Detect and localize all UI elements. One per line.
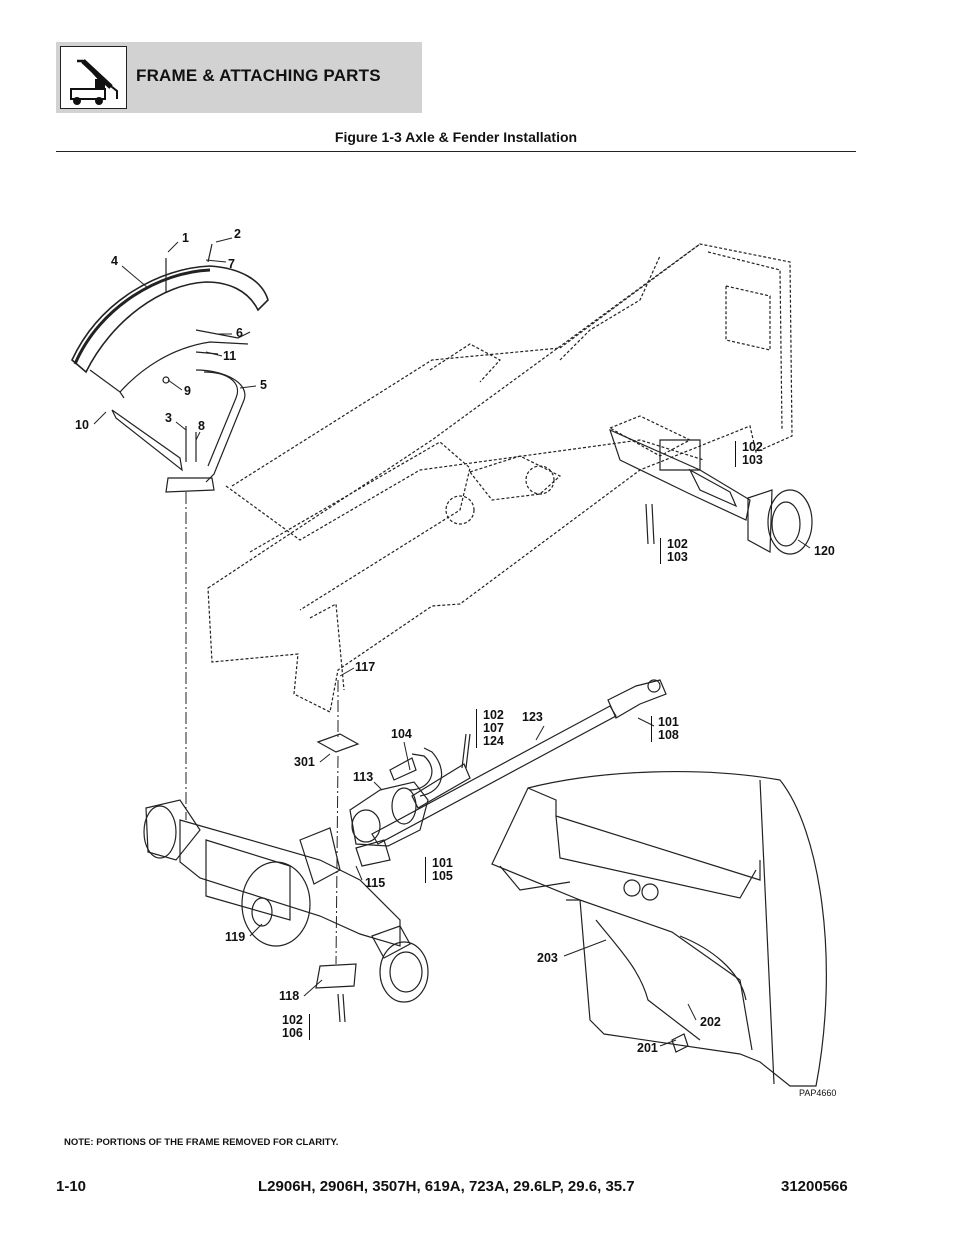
callout-stack-item: 106 <box>282 1026 303 1040</box>
fender-part <box>72 244 268 398</box>
drawing-number: PAP4660 <box>799 1088 837 1098</box>
document-number: 31200566 <box>781 1178 848 1195</box>
callout-5: 5 <box>260 378 267 392</box>
fender-mount-part <box>492 772 826 1086</box>
figure-title: Figure 1-3 Axle & Fender Installation <box>334 129 578 145</box>
callout-stack-101-105 <box>425 857 453 883</box>
callout-6: 6 <box>236 326 243 340</box>
fender-bracket-part <box>112 370 245 492</box>
callout-123: 123 <box>522 710 543 724</box>
callout-118: 118 <box>279 989 300 1003</box>
callout-8: 8 <box>198 419 205 433</box>
callout-10: 10 <box>75 418 89 432</box>
callout-203: 203 <box>537 951 558 965</box>
callout-stack-item: 102 <box>667 537 688 551</box>
callout-stack-item: 102 <box>483 708 504 722</box>
callout-1: 1 <box>182 231 189 245</box>
driveshaft-part <box>372 680 666 844</box>
callout-104: 104 <box>391 727 412 741</box>
callout-stack-102-103-b <box>660 538 688 564</box>
callout-9: 9 <box>184 384 191 398</box>
callout-115: 115 <box>365 876 386 890</box>
model-list: L2906H, 2906H, 3507H, 619A, 723A, 29.6LP, 29.6, 35.7 <box>258 1178 635 1195</box>
callout-120: 120 <box>814 544 835 558</box>
section-title: FRAME & ATTACHING PARTS <box>136 66 381 85</box>
pump-part <box>350 734 470 866</box>
callout-stack-item: 107 <box>483 721 504 735</box>
callout-119: 119 <box>225 930 246 944</box>
callout-11: 11 <box>223 349 237 363</box>
callout-202: 202 <box>700 1015 721 1029</box>
callout-117: 117 <box>355 660 376 674</box>
callout-stack-item: 108 <box>658 728 679 742</box>
callout-stack-101-108 <box>651 716 679 742</box>
callout-stack-item: 101 <box>658 715 679 729</box>
rear-axle-part <box>610 430 812 554</box>
callout-stack-item: 101 <box>432 856 453 870</box>
callout-stack-item: 124 <box>483 734 504 748</box>
callout-201: 201 <box>637 1041 658 1055</box>
page-number: 1-10 <box>56 1178 87 1195</box>
callout-4: 4 <box>111 254 118 268</box>
figure-note: NOTE: PORTIONS OF THE FRAME REMOVED FOR CLARITY. <box>64 1137 339 1148</box>
callout-stack-item: 103 <box>742 453 763 467</box>
callout-2: 2 <box>234 227 241 241</box>
callout-stack-item: 105 <box>432 869 453 883</box>
callout-stack-102-106 <box>282 1014 310 1040</box>
callout-stack-102-107-124 <box>476 709 504 748</box>
callout-301: 301 <box>294 755 315 769</box>
callout-113: 113 <box>353 770 374 784</box>
callout-stack-item: 103 <box>667 550 688 564</box>
callout-stack-102-103-a <box>735 441 763 467</box>
callout-stack-item: 102 <box>742 440 763 454</box>
callout-7: 7 <box>228 257 235 271</box>
callout-stack-item: 102 <box>282 1013 303 1027</box>
callout-3: 3 <box>165 411 172 425</box>
